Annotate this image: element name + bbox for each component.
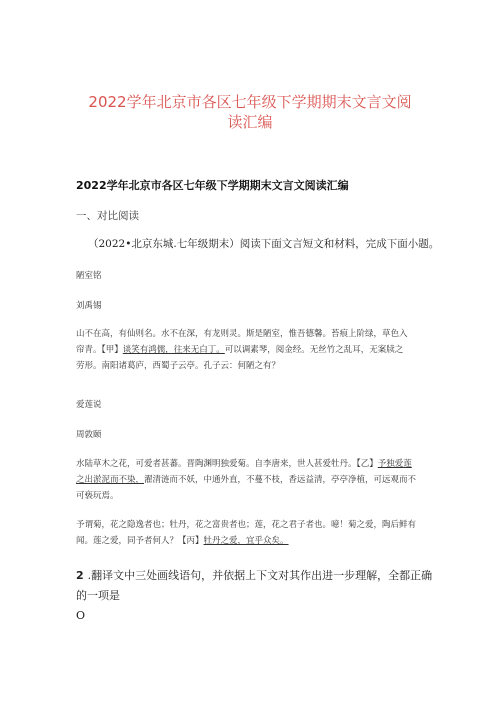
text2-author: 周敦颐	[76, 430, 102, 440]
question-number: 2	[76, 569, 84, 582]
text1-line: 山不在高，有仙则名。水不在深，有龙则灵。斯是陋室，惟吾德馨。苔痕上阶绿，草色入	[76, 329, 408, 339]
text2-title: 爱莲说	[76, 400, 102, 410]
section-heading: 一、对比阅读	[76, 210, 139, 222]
text2-line: 水陆草木之花，可爱者甚蕃。晋陶渊明独爱菊。自李唐来，世人甚爱牡丹。【乙】予独爱莲	[76, 459, 412, 469]
text2-paragraph-2	[76, 517, 432, 549]
underlined-sentence-c: 牡丹之爱，宜乎众矣。	[203, 536, 289, 546]
text1-line: 帘青。【甲】谈笑有鸿儒，往来无白丁。可以调素琴，阅金经。无丝竹之乱耳，无案牍之	[76, 345, 404, 355]
text2-line: 可亵玩焉。	[76, 491, 119, 501]
underlined-sentence-a: 谈笑有鸿儒，往来无白丁。	[122, 345, 225, 355]
question-text-end: O	[76, 609, 86, 622]
underlined-sentence-b-part1: 予独爱莲	[377, 459, 412, 469]
text1-title: 陋室铭	[76, 271, 102, 281]
underlined-sentence-b-part2: 之出淤泥而不染，	[76, 475, 145, 485]
document-title-line1: 2022学年北京市各区七年级下学期期末文言文阅	[88, 93, 412, 111]
text1-paragraph	[76, 326, 432, 374]
question-2	[76, 566, 436, 626]
document-title-line2: 读汇编	[227, 113, 273, 131]
text1-line: 劳形。南阳诸葛庐，西蜀子云亭。孔子云：何陋之有？	[76, 361, 281, 371]
text2-line: 予谓菊，花之隐逸者也；牡丹，花之富贵者也；莲，花之君子者也。噫！菊之爱，陶后鲜有	[76, 520, 417, 530]
text2-paragraph-1	[76, 456, 432, 504]
text2-line: 之出淤泥而不染，濯清涟而不妖，中通外直，不蔓不枝，香远益清，亭亭净植，可远观而不	[76, 475, 417, 485]
document-subtitle: 2022学年北京市各区七年级下学期期末文言文阅读汇编	[76, 179, 349, 192]
text2-line: 闻。莲之爱，同予者何人？【丙】牡丹之爱，宜乎众矣。	[76, 536, 289, 546]
text1-author: 刘禹锡	[76, 301, 102, 311]
question-source: （2022•北京东城.七年级期末）阅读下面文言短文和材料，完成下面小题。	[88, 238, 440, 250]
question-text: .翻译文中三处画线语句，并依据上下文对其作出进一步理解，全都正确的一项是	[76, 569, 433, 602]
